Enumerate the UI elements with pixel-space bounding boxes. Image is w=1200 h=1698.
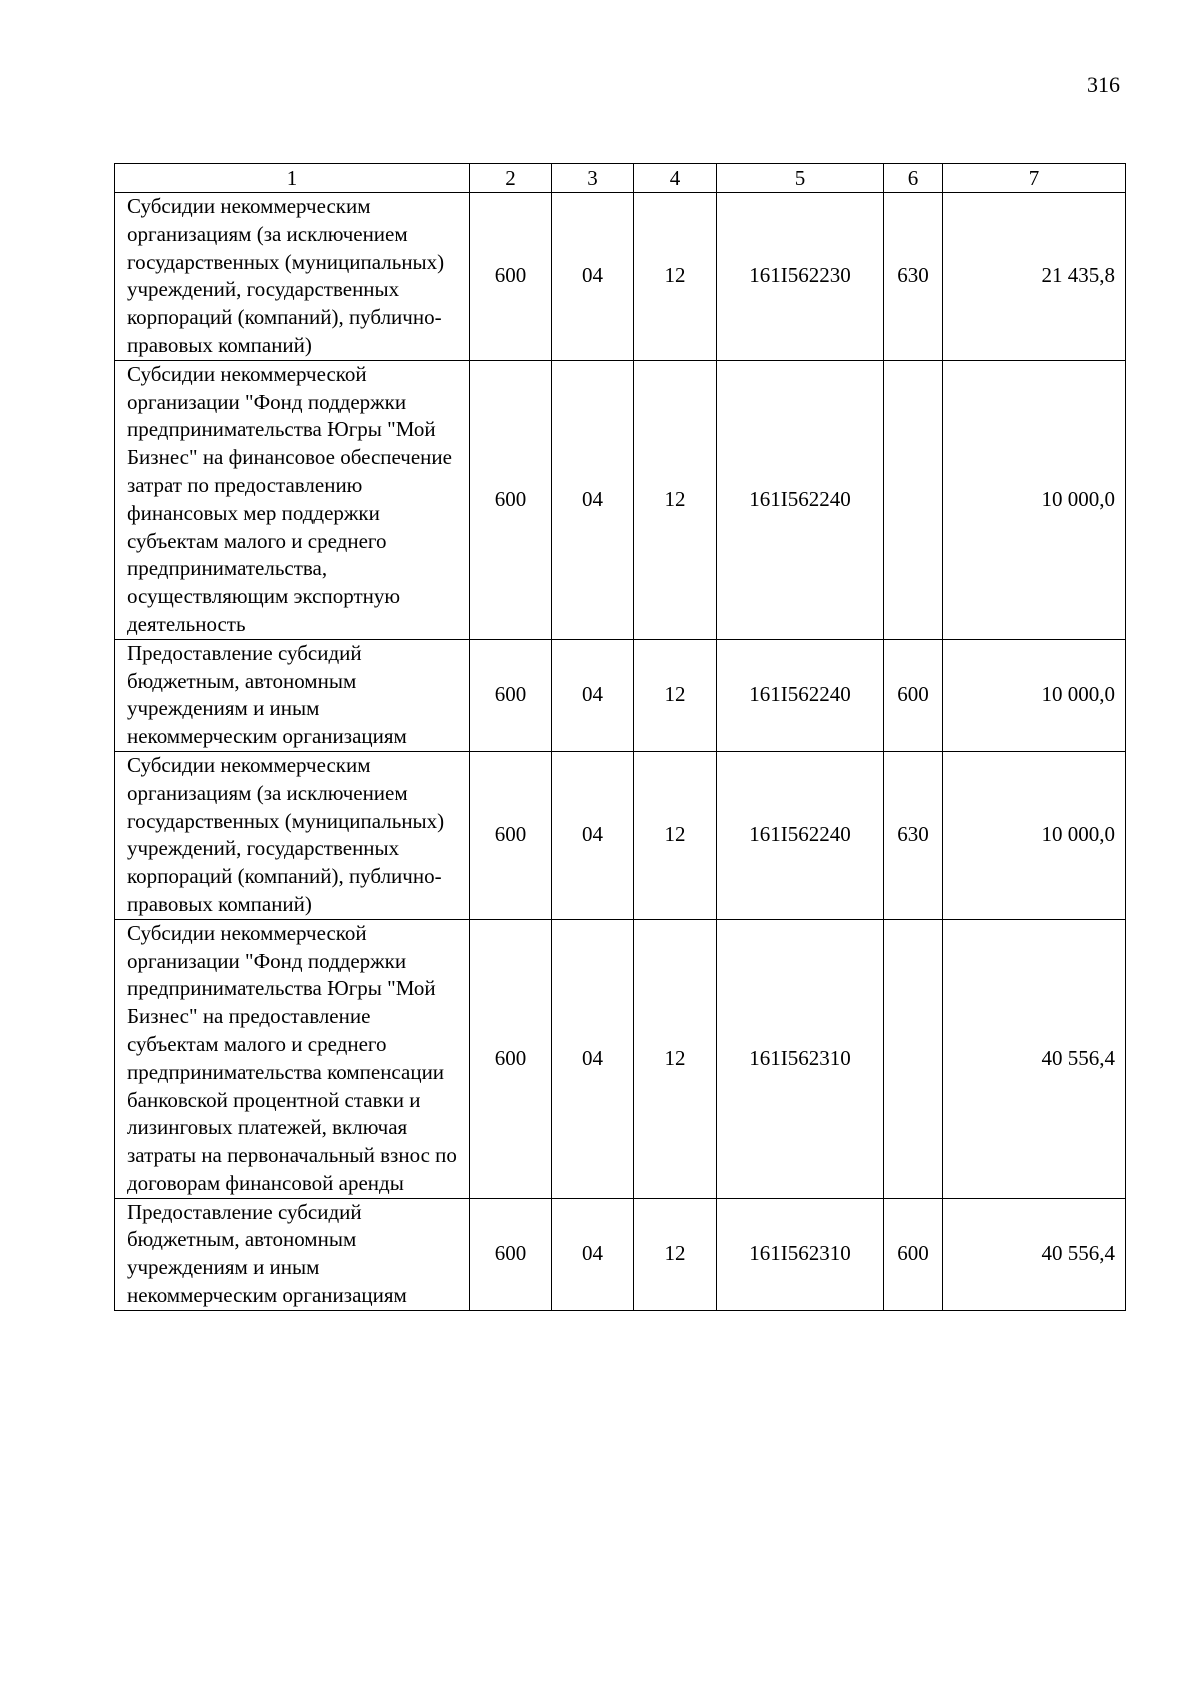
- expense-name-cell: Субсидии некоммерческим организациям (за исключением государственных (муниципальных) учреждений, государственных корпораций (компаний), публично-правовых компаний): [115, 193, 470, 361]
- expense-type-cell: [884, 919, 943, 1198]
- header-cell: 6: [884, 164, 943, 193]
- table-row: [115, 360, 1126, 639]
- subsection-code-cell: 12: [634, 360, 717, 639]
- expense-name-cell: Предоставление субсидий бюджетным, автономным учреждениям и иным некоммерческим организациям: [115, 639, 470, 751]
- subsection-code-cell: 12: [634, 919, 717, 1198]
- expense-name-cell: Предоставление субсидий бюджетным, автономным учреждениям и иным некоммерческим организациям: [115, 1198, 470, 1310]
- ministry-code-cell: 600: [470, 639, 552, 751]
- ministry-code-cell: 600: [470, 751, 552, 919]
- expense-name-cell: Субсидии некоммерческим организациям (за исключением государственных (муниципальных) учреждений, государственных корпораций (компаний), публично-правовых компаний): [115, 751, 470, 919]
- target-article-cell: 161I562240: [717, 751, 884, 919]
- ministry-code-cell: 600: [470, 193, 552, 361]
- table-row: [115, 751, 1126, 919]
- expense-type-cell: 600: [884, 1198, 943, 1310]
- header-cell: 2: [470, 164, 552, 193]
- subsection-code-cell: 12: [634, 639, 717, 751]
- table-row: [115, 193, 1126, 361]
- section-code-cell: 04: [552, 639, 634, 751]
- ministry-code-cell: 600: [470, 919, 552, 1198]
- budget-table: [114, 163, 1126, 1311]
- amount-cell: 40 556,4: [943, 919, 1126, 1198]
- subsection-code-cell: 12: [634, 1198, 717, 1310]
- section-code-cell: 04: [552, 360, 634, 639]
- table-row: [115, 919, 1126, 1198]
- target-article-cell: 161I562240: [717, 639, 884, 751]
- expense-type-cell: [884, 360, 943, 639]
- header-cell: 7: [943, 164, 1126, 193]
- target-article-cell: 161I562310: [717, 1198, 884, 1310]
- table-row: [115, 1198, 1126, 1310]
- section-code-cell: 04: [552, 193, 634, 361]
- header-cell: 5: [717, 164, 884, 193]
- target-article-cell: 161I562230: [717, 193, 884, 361]
- expense-type-cell: 600: [884, 639, 943, 751]
- header-cell: 4: [634, 164, 717, 193]
- page-number: 316: [1087, 72, 1120, 97]
- expense-name-cell: Субсидии некоммерческой организации "Фонд поддержки предпринимательства Югры "Мой Бизнес" на финансовое обеспечение затрат по предоставлению финансовых мер поддержки субъектам малого и среднего предпринимательства, осуществляющим экспортную деятельность: [115, 360, 470, 639]
- amount-cell: 40 556,4: [943, 1198, 1126, 1310]
- expense-type-cell: 630: [884, 751, 943, 919]
- table-row: [115, 639, 1126, 751]
- ministry-code-cell: 600: [470, 1198, 552, 1310]
- expense-type-cell: 630: [884, 193, 943, 361]
- section-code-cell: 04: [552, 919, 634, 1198]
- target-article-cell: 161I562310: [717, 919, 884, 1198]
- section-code-cell: 04: [552, 751, 634, 919]
- expense-name-cell: Субсидии некоммерческой организации "Фонд поддержки предпринимательства Югры "Мой Бизнес" на предоставление субъектам малого и среднего предпринимательства компенсации банковской процентной ставки и лизинговых платежей, включая затраты на первоначальный взнос по договорам финансовой аренды: [115, 919, 470, 1198]
- amount-cell: 10 000,0: [943, 751, 1126, 919]
- section-code-cell: 04: [552, 1198, 634, 1310]
- ministry-code-cell: 600: [470, 360, 552, 639]
- header-cell: 3: [552, 164, 634, 193]
- subsection-code-cell: 12: [634, 193, 717, 361]
- table-header-row: [115, 164, 1126, 193]
- amount-cell: 21 435,8: [943, 193, 1126, 361]
- amount-cell: 10 000,0: [943, 360, 1126, 639]
- header-cell: 1: [115, 164, 470, 193]
- subsection-code-cell: 12: [634, 751, 717, 919]
- amount-cell: 10 000,0: [943, 639, 1126, 751]
- target-article-cell: 161I562240: [717, 360, 884, 639]
